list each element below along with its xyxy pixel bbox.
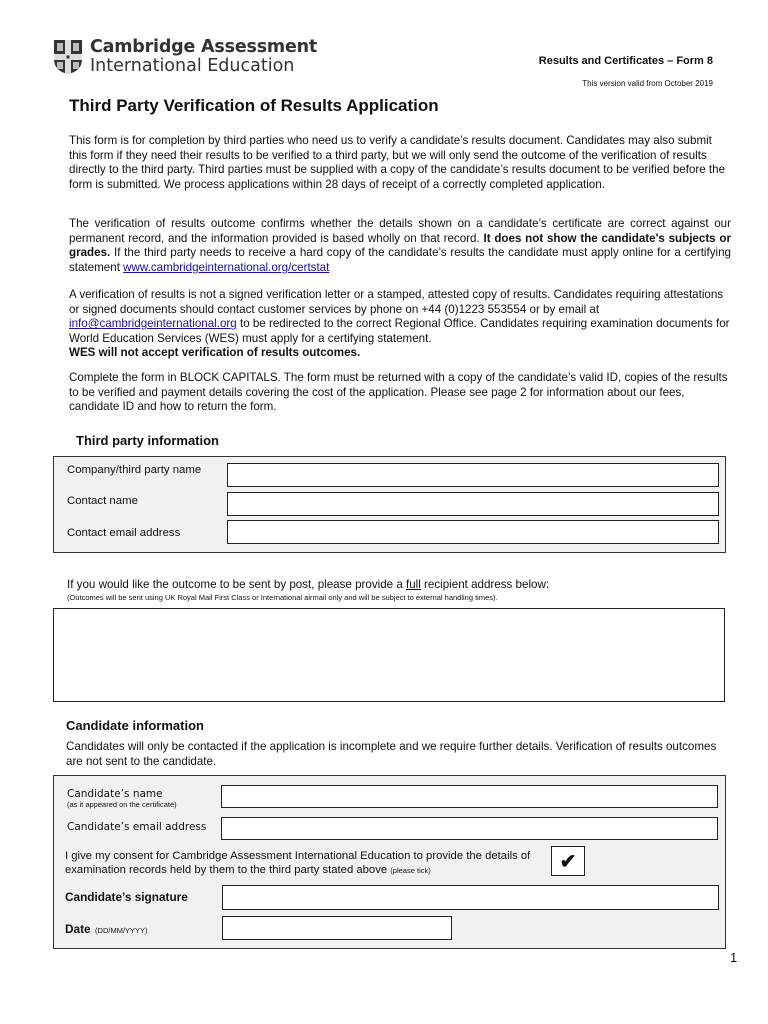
wes-warning: WES will not accept verification of results outcomes. (69, 346, 361, 360)
contact-name-label: Contact name (67, 495, 138, 507)
logo-line-2: International Education (90, 56, 295, 76)
company-name-input[interactable] (227, 463, 719, 487)
candidate-email-input[interactable] (221, 817, 718, 840)
postal-full: full (406, 578, 421, 591)
contact-name-input[interactable] (227, 492, 719, 516)
intro-paragraph-1 (69, 134, 731, 192)
third-party-heading: Third party information (76, 433, 219, 448)
date-input[interactable] (222, 916, 452, 940)
signature-label: Candidate’s signature (65, 890, 188, 904)
p3-text-b: to be redirected to the correct Regional Office. Candidates requiring examination documents for World Education Services (WES) must apply for a certifying statement. (69, 317, 730, 345)
intro-paragraph-2 (69, 217, 731, 275)
consent-statement (65, 849, 545, 878)
certstat-link[interactable]: www.cambridgeinternational.org/certstat (123, 260, 330, 274)
consent-text: I give my consent for Cambridge Assessment International Education to provide the details of examination records held by them to the third party stated above (65, 850, 531, 876)
p3-text-a: A verification of results is not a signed verification letter or a stamped, attested copy of results. Candidates requiring attestations or signed documents should contact customer services by phone on +44 (0)1223 553554 or by email at (69, 288, 724, 316)
date-label: Date (65, 922, 91, 936)
candidate-name-label: Candidate’s name (67, 788, 163, 800)
candidate-email-label: Candidate’s email address (67, 821, 207, 833)
intro-text-4: Complete the form in BLOCK CAPITALS. The form must be returned with a copy of the candidate’s valid ID, copies of the results to be verified and payment details covering the cost of the application. Please see page 2 for information about our fees, candidate ID and how to return the form. (69, 371, 728, 414)
intro-paragraph-4 (69, 371, 731, 415)
contact-email-label: Contact email address (67, 527, 181, 539)
email-link[interactable]: info@cambridgeinternational.org (69, 317, 237, 331)
page-title: Third Party Verification of Results Application (69, 96, 439, 115)
candidate-box (53, 775, 726, 949)
candidate-name-input[interactable] (221, 785, 718, 808)
postal-text-b: recipient address below: (420, 578, 550, 591)
date-label-group (65, 920, 148, 938)
consent-note: (please tick) (390, 866, 431, 875)
candidate-name-sublabel: (as it appeared on the certificate) (67, 800, 177, 809)
candidate-heading: Candidate information (66, 718, 204, 733)
consent-checkbox[interactable]: ✔ (551, 846, 585, 876)
cambridge-logo (53, 38, 317, 76)
third-party-box (53, 456, 726, 553)
university-crest-icon (53, 39, 83, 75)
form-code: Results and Certificates – Form 8 (538, 55, 713, 67)
company-name-label: Company/third party name (67, 464, 202, 476)
postal-instruction (67, 578, 549, 591)
postal-note: (Outcomes will be sent using UK Royal Mail First Class or International airmail only and will be subject to external handling times). (67, 593, 498, 602)
candidate-intro: Candidates will only be contacted if the application is incomplete and we require further details. Verification of results outcomes are not sent to the candidate. (66, 740, 717, 768)
p2-text-a: The verification of results outcome confirms whether the details shown on a candidate’s certificate are correct against our permanent record, and the information provided is based wholly on that record. (69, 217, 731, 245)
p2-bold: It does not show the candidate's subjects or grades. (69, 231, 731, 260)
intro-text-1: This form is for completion by third parties who need us to verify a candidate’s results document. Candidates may also submit this form if they need their results to be verified to a third party, but we will only send the outcome of the verification of results directly to the third party. Third parties must be supplied with a copy of the candidate’s results document to be verified before the form is submitted. We process applications within 28 days of receipt of a correctly completed application. (69, 134, 726, 191)
date-format: (DD/MM/YYYY) (95, 926, 148, 935)
p2-text-b: If the third party needs to receive a hard copy of the candidate’s results the candidate must apply online for a certifying statement (69, 246, 731, 274)
page-number: 1 (730, 950, 738, 965)
intro-paragraph-3 (69, 288, 731, 361)
version-note: This version valid from October 2019 (582, 79, 713, 88)
candidate-name-label-group (67, 788, 177, 809)
postal-text-a: If you would like the outcome to be sent by post, please provide a (67, 578, 406, 591)
postal-address-input[interactable] (53, 608, 725, 702)
signature-input[interactable] (222, 885, 719, 910)
contact-email-input[interactable] (227, 520, 719, 544)
logo-line-1: Cambridge Assessment (90, 37, 318, 57)
